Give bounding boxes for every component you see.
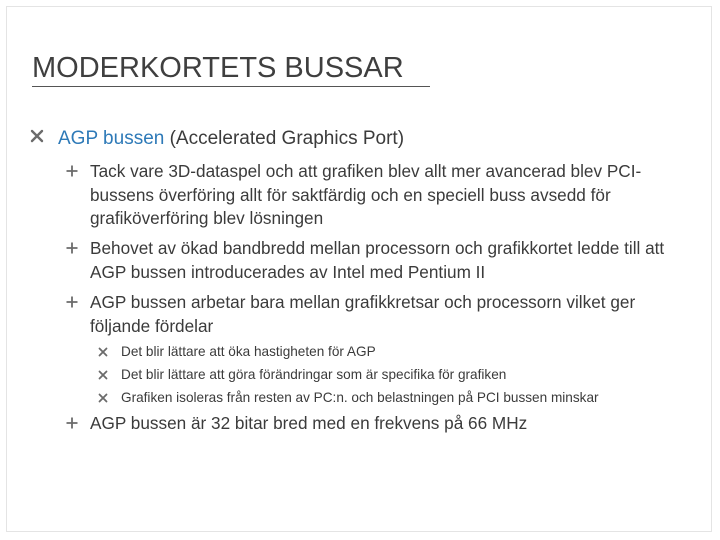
heading-text xyxy=(58,128,404,150)
x-bullet-icon xyxy=(98,370,108,380)
title-underline xyxy=(32,86,430,87)
advantage-text: Det blir lättare att öka hastigheten för AGP xyxy=(121,344,376,359)
plus-bullet-icon xyxy=(66,417,78,429)
heading-accent: AGP bussen xyxy=(58,128,165,149)
x-bullet-icon xyxy=(30,129,44,143)
point-text: Behovet av ökad bandbredd mellan processorn och grafikkortet ledde till att AGP bussen introducerades av Intel med Pentium II xyxy=(90,238,665,282)
x-bullet-icon xyxy=(98,347,108,357)
point-text: AGP bussen är 32 bitar bred med en frekvens på 66 MHz xyxy=(90,413,528,433)
x-bullet-icon xyxy=(98,393,108,403)
point-text: AGP bussen arbetar bara mellan grafikkretsar och processorn vilket ger följande fördelar xyxy=(90,292,636,336)
point-text: Tack vare 3D-dataspel och att grafiken blev allt mer avancerad blev PCI-bussens överföring allt för saktfärdig och en speciell buss avsedd för grafiköverföring blev lösningen xyxy=(90,161,642,228)
heading-rest: (Accelerated Graphics Port) xyxy=(164,128,405,149)
plus-bullet-icon xyxy=(66,165,78,177)
plus-bullet-icon xyxy=(66,296,78,308)
advantage-text: Grafiken isoleras från resten av PC:n. och belastningen på PCI bussen minskar xyxy=(121,390,599,405)
advantage-text: Det blir lättare att göra förändringar som är specifika för grafiken xyxy=(121,367,507,382)
slide-title: MODERKORTETS BUSSAR xyxy=(32,52,404,84)
plus-bullet-icon xyxy=(66,242,78,254)
